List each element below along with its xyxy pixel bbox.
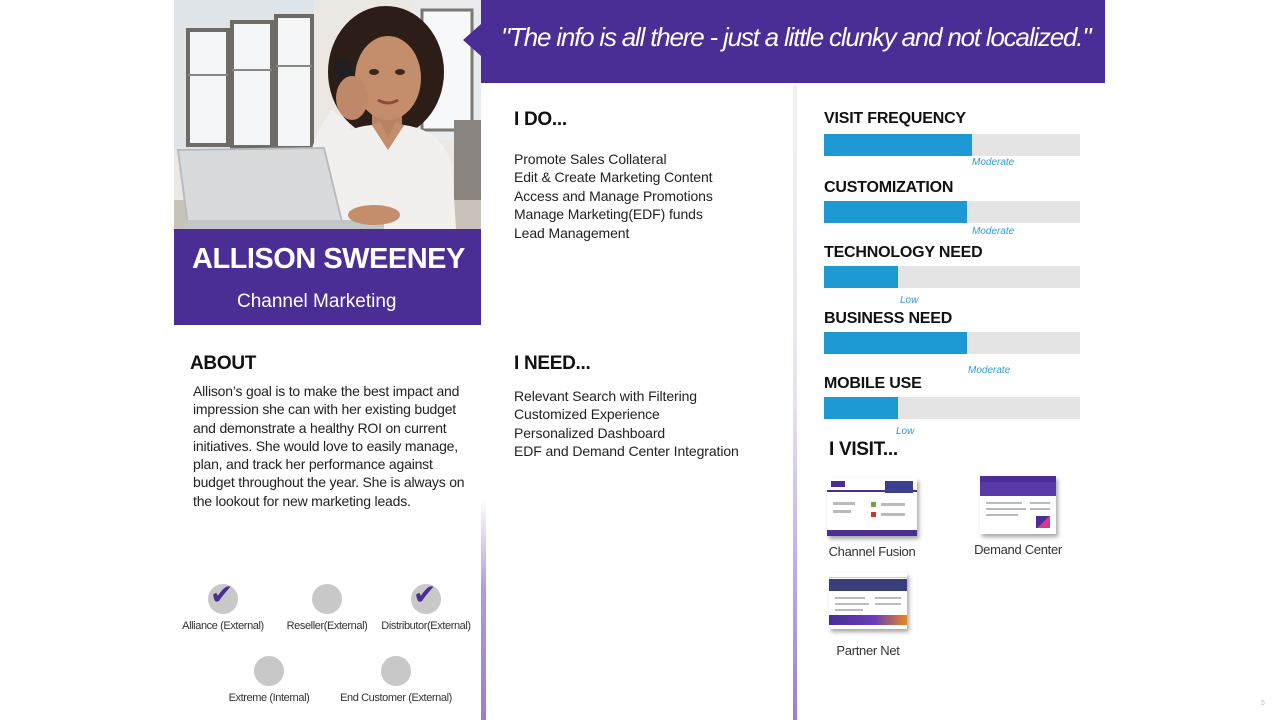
role-label: Alliance (External) <box>182 620 264 632</box>
list-item: Relevant Search with Filtering <box>514 388 697 404</box>
metric-label: TECHNOLOGY NEED <box>824 244 983 261</box>
column-divider <box>793 85 797 720</box>
quote-notch <box>463 24 481 56</box>
column-divider <box>481 500 486 720</box>
metric-level: Low <box>896 426 915 437</box>
role-circle <box>411 579 441 614</box>
site-thumbnail[interactable] <box>980 476 1056 534</box>
role-circle <box>208 579 238 614</box>
metric-bar-fill <box>824 332 967 354</box>
metric-business-need <box>824 310 1080 376</box>
metric-label: VISIT FREQUENCY <box>824 110 966 127</box>
metric-bar <box>824 266 1080 288</box>
role-circle <box>381 656 411 686</box>
site-label: Channel Fusion <box>828 544 916 559</box>
role-distributor <box>378 579 474 632</box>
metric-label: CUSTOMIZATION <box>824 179 954 196</box>
role-extreme <box>224 656 314 704</box>
list-item: Lead Management <box>514 224 630 241</box>
check-icon: ✔ <box>413 579 437 610</box>
site-thumbnail[interactable] <box>829 573 907 629</box>
role-circle <box>312 584 342 614</box>
metric-label: MOBILE USE <box>824 375 922 392</box>
check-icon: ✔ <box>210 579 234 610</box>
persona-quote: "The info is all there - just a little clunky and not localized." <box>501 22 1091 52</box>
site-label: Demand Center <box>974 542 1062 557</box>
role-reseller <box>282 584 372 632</box>
persona-name-block <box>174 229 481 325</box>
role-label: Extreme (Internal) <box>228 692 310 704</box>
about-text: Allison’s goal is to make the best impact and impression she can with her existing budget and demonstrate a healthy ROI on current initiatives. She would love to easily manage, plan, and track her performance against budget throughout the year. She is always on the lookout for new marketing leads. <box>193 383 465 509</box>
metric-technology-need <box>824 244 1080 306</box>
metric-mobile-use <box>824 375 1080 437</box>
persona-name: ALLISON SWEENEY <box>192 243 465 275</box>
metric-customization <box>824 179 1080 237</box>
role-label: Distributor(External) <box>381 620 471 632</box>
persona-role: Channel Marketing <box>237 291 397 312</box>
list-item: Edit & Create Marketing Content <box>514 169 713 186</box>
metric-level: Moderate <box>972 226 1015 237</box>
metric-bar-fill <box>824 134 972 156</box>
list-item: Access and Manage Promotions <box>514 187 713 204</box>
metric-bar-fill <box>824 201 967 223</box>
role-label: End Customer (External) <box>340 692 452 704</box>
list-item: Personalized Dashboard <box>514 424 666 441</box>
list-item: Promote Sales Collateral <box>514 151 667 167</box>
metric-bar <box>824 332 1080 354</box>
metric-bar-fill <box>824 266 898 288</box>
metric-bar <box>824 201 1080 223</box>
page-number: 5 <box>1261 700 1265 707</box>
quote-banner <box>481 0 1105 83</box>
metric-bar-fill <box>824 397 898 419</box>
list-item: Manage Marketing(EDF) funds <box>514 206 703 223</box>
site-thumbnail[interactable] <box>827 478 917 536</box>
site-channel-fusion[interactable] <box>822 478 922 559</box>
role-circle <box>254 656 284 686</box>
metric-visit-frequency <box>824 110 1080 168</box>
metric-level: Moderate <box>972 157 1015 168</box>
metric-bar <box>824 397 1080 419</box>
i-do-heading: I DO... <box>514 109 567 130</box>
list-item: EDF and Demand Center Integration <box>514 443 739 460</box>
i-do-list <box>514 150 713 242</box>
i-visit-heading: I VISIT... <box>829 439 898 460</box>
about-heading: ABOUT <box>190 353 257 374</box>
site-partner-net[interactable] <box>818 573 918 658</box>
site-demand-center[interactable] <box>968 476 1068 557</box>
role-alliance <box>182 579 264 632</box>
persona-photo <box>174 0 481 229</box>
list-item: Customized Experience <box>514 406 660 423</box>
i-need-heading: I NEED... <box>514 353 591 374</box>
i-need-list <box>514 387 739 461</box>
site-label: Partner Net <box>836 643 900 658</box>
metric-bar <box>824 134 1080 156</box>
metric-label: BUSINESS NEED <box>824 310 953 327</box>
metric-level: Moderate <box>968 365 1011 376</box>
role-label: Reseller(External) <box>286 620 368 632</box>
metric-level: Low <box>900 295 919 306</box>
role-end-customer <box>336 656 456 704</box>
